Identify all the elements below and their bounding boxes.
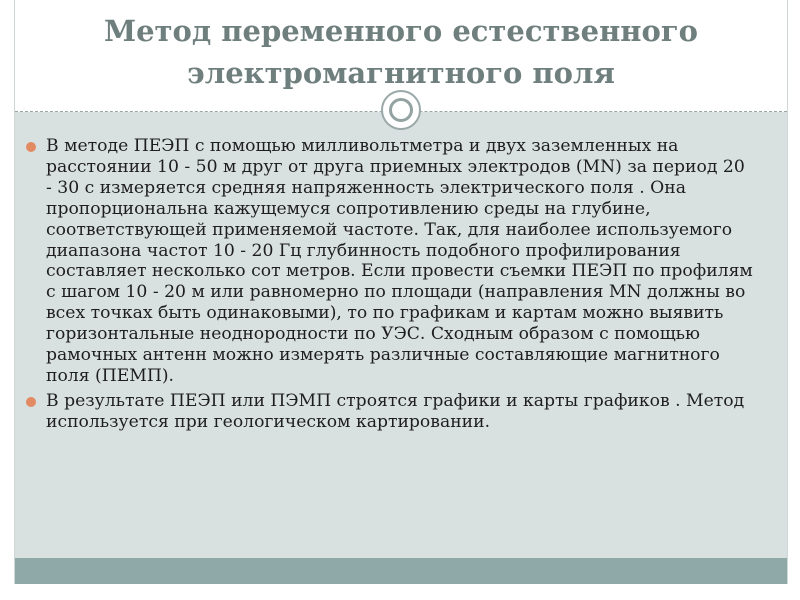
bullet-text: В методе ПЕЭП с помощью милливольтметра и двух заземленных на расстоянии 10 - 50 м друг от друга приемных электродов (MN) за период 20 - 30 с измеряется средняя напряженность электрического поля . Она пропорциональна кажущемуся сопротивлению среды на глубине, соответствующей применяемой частоте. Так, для наиболее используемого диапазона частот 10 - 20 Гц глубинность подобного профилирования составляет несколько сот метров. Если провести съемки ПЕЭП по профилям с шагом 10 - 20 м или равномерно по площади (направления MN должны во всех точках быть одинаковыми), то по графикам и картам можно выявить горизонтальные неоднородности по УЭС. Сходным образом с помощью рамочных антенн можно измерять различные составляющие магнитного поля (ПЕМП). <box>46 136 753 386</box>
bullet-list <box>26 136 756 437</box>
bullet-item <box>26 136 756 387</box>
bullet-dot-icon <box>26 397 36 407</box>
slide-title: Метод переменного естественного электромагнитного поля <box>103 14 698 90</box>
circle-ornament-icon <box>381 90 421 130</box>
circle-ornament-inner <box>389 98 413 122</box>
bullet-dot-icon <box>26 142 36 152</box>
bullet-text: В результате ПЕЭП или ПЭМП строятся графики и карты графиков . Метод используется при геологическом картировании. <box>46 390 745 432</box>
footer-bar <box>15 558 787 584</box>
bullet-item <box>26 391 756 433</box>
